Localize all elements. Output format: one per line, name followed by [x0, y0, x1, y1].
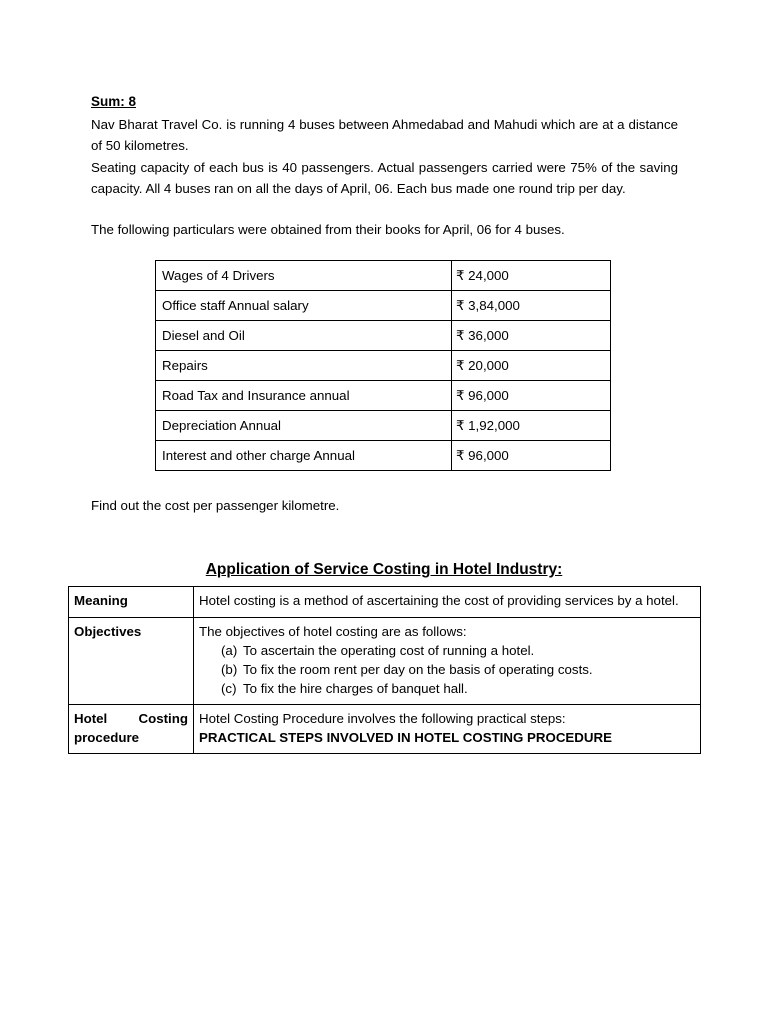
list-item: [221, 679, 695, 698]
cost-item: Wages of 4 Drivers: [156, 261, 452, 291]
list-item: [221, 660, 695, 679]
cost-amount: ₹ 36,000: [452, 321, 611, 351]
procedure-steps-heading: PRACTICAL STEPS INVOLVED IN HOTEL COSTING PROCEDURE: [199, 730, 612, 745]
cost-item: Diesel and Oil: [156, 321, 452, 351]
problem-paragraph-1: Nav Bharat Travel Co. is running 4 buses between Ahmedabad and Mahudi which are at a distance of 50 kilometres.: [91, 117, 678, 153]
cost-item: Depreciation Annual: [156, 411, 452, 441]
objectives-head: Objectives: [69, 618, 194, 705]
procedure-head-line1: [74, 709, 188, 728]
procedure-head-word: Costing: [138, 711, 188, 726]
objectives-cell: [194, 618, 701, 705]
cost-amount: ₹ 20,000: [452, 351, 611, 381]
cost-item: Repairs: [156, 351, 452, 381]
list-item-text: To fix the hire charges of banquet hall.: [243, 681, 468, 696]
cost-amount: ₹ 1,92,000: [452, 411, 611, 441]
cost-amount: ₹ 24,000: [452, 261, 611, 291]
meaning-head: Meaning: [69, 587, 194, 618]
cost-amount: ₹ 3,84,000: [452, 291, 611, 321]
procedure-head-line2: procedure: [74, 730, 140, 745]
section-title-text: Application of Service Costing in Hotel Industry:: [205, 561, 563, 578]
list-item-text: To fix the room rent per day on the basis of operating costs.: [243, 662, 593, 677]
list-item-text: To ascertain the operating cost of running a hotel.: [243, 643, 535, 658]
list-item: [221, 641, 695, 660]
cost-amount: ₹ 96,000: [452, 381, 611, 411]
list-marker: (b): [221, 662, 238, 677]
objectives-intro: The objectives of hotel costing are as follows:: [199, 624, 467, 639]
cost-amount: ₹ 96,000: [452, 441, 611, 471]
list-marker: (c): [221, 681, 237, 696]
procedure-head: [69, 705, 194, 754]
table-row: [156, 261, 611, 291]
table-row: [69, 705, 701, 754]
procedure-cell: [194, 705, 701, 754]
table-row: [156, 351, 611, 381]
table-row: [156, 441, 611, 471]
list-marker: (a): [221, 643, 238, 658]
table-row: [156, 411, 611, 441]
procedure-head-word: Hotel: [74, 711, 108, 726]
table-row: [69, 587, 701, 618]
sum-heading: Sum: 8: [91, 94, 137, 109]
table-row: [156, 291, 611, 321]
objectives-list: [199, 641, 695, 698]
question-paragraph: Find out the cost per passenger kilometre.: [91, 498, 340, 513]
meaning-text: Hotel costing is a method of ascertaining the cost of providing services by a hotel.: [194, 587, 701, 618]
table-row: [69, 618, 701, 705]
cost-item: Office staff Annual salary: [156, 291, 452, 321]
cost-item: Road Tax and Insurance annual: [156, 381, 452, 411]
cost-table: [155, 260, 611, 471]
cost-item: Interest and other charge Annual: [156, 441, 452, 471]
hotel-costing-table: [68, 586, 701, 754]
table-row: [156, 321, 611, 351]
table-row: [156, 381, 611, 411]
problem-paragraph-3: The following particulars were obtained from their books for April, 06 for 4 buses.: [91, 222, 565, 237]
section-title: [0, 561, 768, 579]
problem-paragraph-2: Seating capacity of each bus is 40 passengers. Actual passengers carried were 75% of the saving capacity. All 4 buses ran on all the days of April, 06. Each bus made one round trip per day.: [91, 160, 678, 196]
procedure-text: Hotel Costing Procedure involves the following practical steps:: [199, 711, 566, 726]
